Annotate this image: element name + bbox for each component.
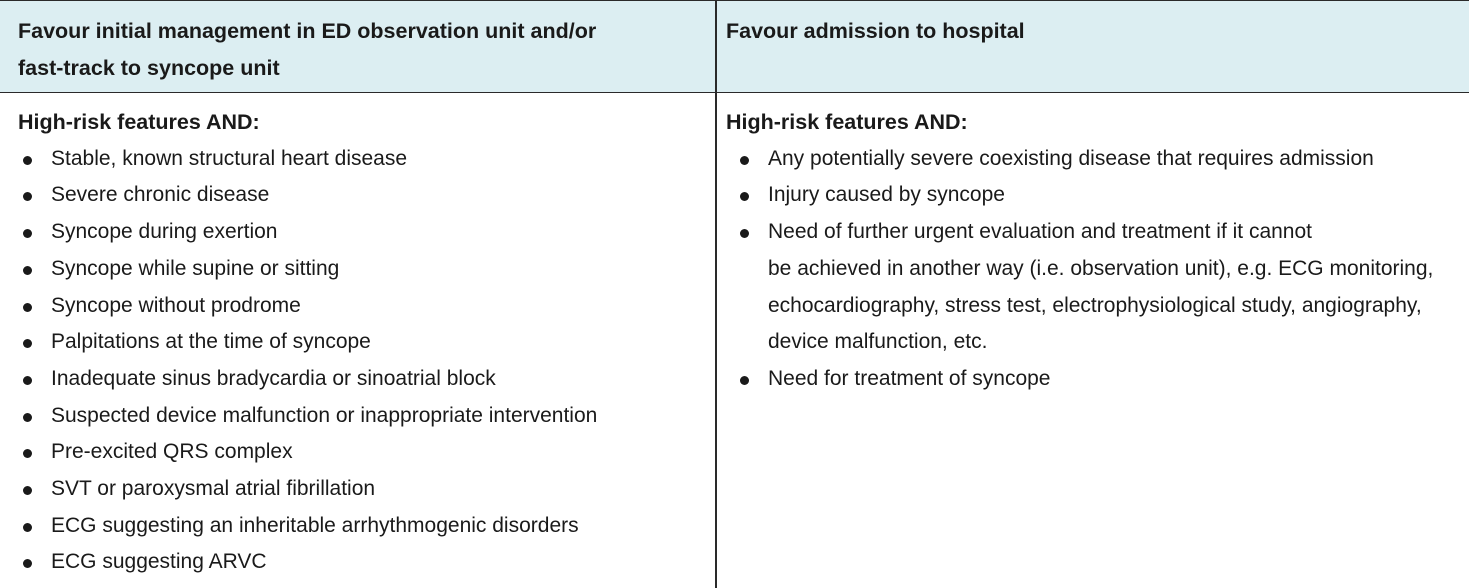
hospital-admission-criteria <box>726 104 1466 398</box>
list-item: Any potentially severe coexisting disease that requires admission <box>726 141 1466 178</box>
list-item: Palpitations at the time of syncope <box>18 324 708 361</box>
header-hospital-admission <box>726 13 1446 50</box>
bullet-icon <box>23 449 32 458</box>
column-divider <box>715 1 717 588</box>
bullet-icon <box>740 156 749 165</box>
bullet-icon <box>23 376 32 385</box>
header-observation-unit <box>18 13 698 87</box>
list-item: Pre-excited QRS complex <box>18 434 708 471</box>
bullet-icon <box>23 413 32 422</box>
list-item: SVT or paroxysmal atrial fibrillation <box>18 471 708 508</box>
list-item: Severe chronic disease <box>18 177 708 214</box>
list-item: ECG suggesting an inheritable arrhythmogenic disorders <box>18 508 708 545</box>
list-item: Stable, known structural heart disease <box>18 141 708 178</box>
bullet-icon <box>740 192 749 201</box>
list-item: ECG suggesting ARVC <box>18 544 708 581</box>
bullet-icon <box>740 376 749 385</box>
list-item: Need of further urgent evaluation and treatment if it cannot be achieved in another way (i.e. observation unit), e.g. ECG monitoring, echocardiography, stress test, electrophysiological study, angiography, device malfunction, etc. <box>726 214 1466 361</box>
header-right-line: Favour admission to hospital <box>726 19 1025 43</box>
bullet-icon <box>23 229 32 238</box>
table-header-row <box>0 1 1469 93</box>
bullet-icon <box>23 192 32 201</box>
list-item: Need for treatment of syncope <box>726 361 1466 398</box>
list-item: Syncope during exertion <box>18 214 708 251</box>
right-subtitle: High-risk features AND: <box>726 110 968 134</box>
bullet-icon <box>23 339 32 348</box>
bullet-icon <box>23 156 32 165</box>
observation-unit-criteria <box>18 104 708 581</box>
left-criteria-list <box>18 141 708 581</box>
header-left-line-1: Favour initial management in ED observation unit and/or <box>18 19 597 43</box>
bullet-icon <box>23 266 32 275</box>
list-item: Inadequate sinus bradycardia or sinoatrial block <box>18 361 708 398</box>
bullet-icon <box>23 523 32 532</box>
right-criteria-list <box>726 141 1466 398</box>
bullet-icon <box>23 486 32 495</box>
bullet-icon <box>740 229 749 238</box>
list-item: Suspected device malfunction or inappropriate intervention <box>18 398 708 435</box>
header-left-line-2: fast-track to syncope unit <box>18 56 280 80</box>
bullet-icon <box>23 559 32 568</box>
list-item: Syncope without prodrome <box>18 288 708 325</box>
list-item: Injury caused by syncope <box>726 177 1466 214</box>
left-subtitle: High-risk features AND: <box>18 110 260 134</box>
list-item: Syncope while supine or sitting <box>18 251 708 288</box>
bullet-icon <box>23 303 32 312</box>
